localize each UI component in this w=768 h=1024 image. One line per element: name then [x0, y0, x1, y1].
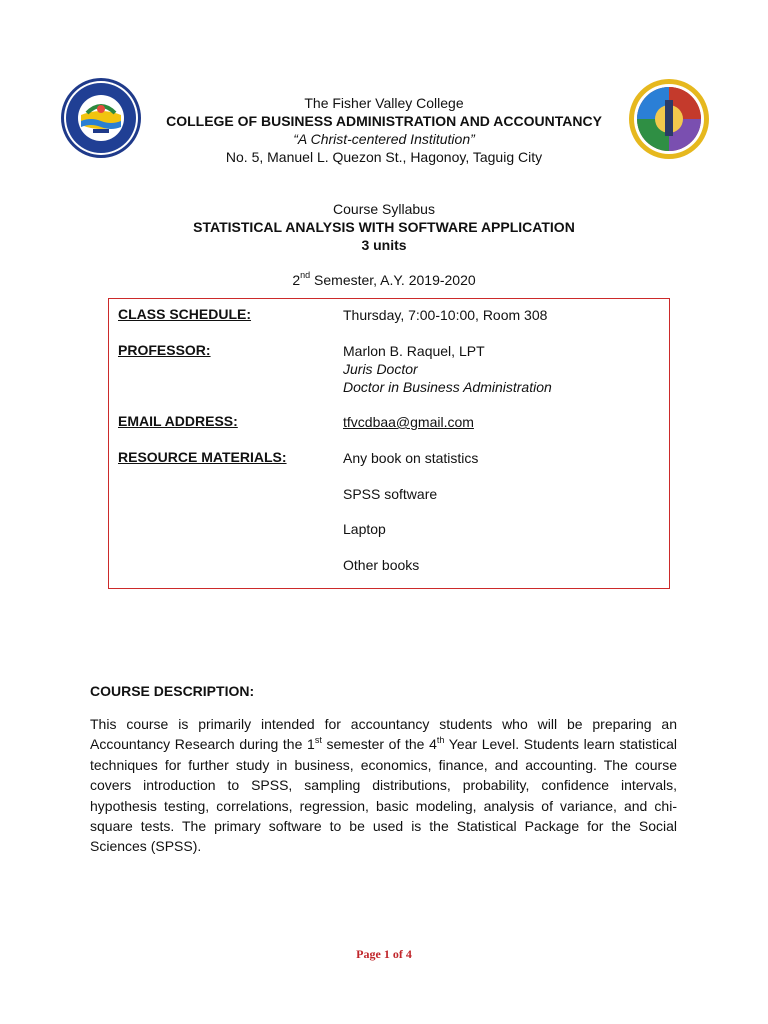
professor-label: PROFESSOR: — [118, 342, 211, 358]
professor-degree: Doctor in Business Administration — [343, 379, 552, 395]
semester-suffix: nd — [300, 270, 311, 281]
college-motto: “A Christ-centered Institution” — [293, 131, 475, 147]
department-name: COLLEGE OF BUSINESS ADMINISTRATION AND ACCOUNTANCY — [166, 113, 602, 129]
description-text-part: This course is primarily intended for accountancy students who will be preparing an Accountancy Research during the 1 — [90, 716, 677, 753]
course-title: STATISTICAL ANALYSIS WITH SOFTWARE APPLICATION — [193, 219, 575, 235]
class-schedule-label: CLASS SCHEDULE: — [118, 306, 252, 322]
professor-degree: Juris Doctor — [343, 361, 418, 377]
course-units: 3 units — [361, 237, 407, 253]
description-text-part: Year Level. Students learn statistical techniques for further study in business, economics, finance, and accounting. The course covers introduction to SPSS, sampling distributions, probability, confidence intervals, hypothesis testing, correlations, regression, basic modeling, analysis of variance, and chi-square tests. The primary software to be used is the Statistical Package for the Social Sciences (SPSS). — [90, 736, 677, 855]
resource-item: Laptop — [343, 521, 386, 537]
resource-item: Other books — [343, 557, 420, 573]
semester-text: Semester, A.Y. 2019-2020 — [310, 272, 476, 288]
email-label: EMAIL ADDRESS: — [118, 413, 238, 429]
ordinal-suffix: st — [314, 734, 322, 745]
email-link[interactable]: tfvcdbaa@gmail.com — [343, 414, 474, 430]
document-type: Course Syllabus — [333, 201, 435, 217]
class-schedule-value: Thursday, 7:00-10:00, Room 308 — [343, 307, 548, 323]
professor-name: Marlon B. Raquel, LPT — [343, 343, 485, 359]
description-text-part: semester of the 4 — [321, 736, 437, 753]
college-name: The Fisher Valley College — [304, 95, 464, 111]
college-address: No. 5, Manuel L. Quezon St., Hagonoy, Taguig City — [225, 149, 543, 165]
resource-item: SPSS software — [343, 486, 438, 502]
course-heading — [0, 200, 768, 254]
resource-materials-label: RESOURCE MATERIALS: — [118, 449, 287, 465]
course-description-title: COURSE DESCRIPTION: — [90, 683, 255, 699]
ordinal-suffix: th — [436, 734, 445, 745]
page-number: Page 1 of 4 — [356, 947, 412, 961]
resource-item: Any book on statistics — [343, 450, 479, 466]
document-header — [0, 94, 768, 166]
professor-details — [343, 342, 552, 396]
semester-line — [0, 272, 768, 288]
course-description-text — [90, 714, 677, 857]
semester-number: 2 — [292, 272, 301, 288]
